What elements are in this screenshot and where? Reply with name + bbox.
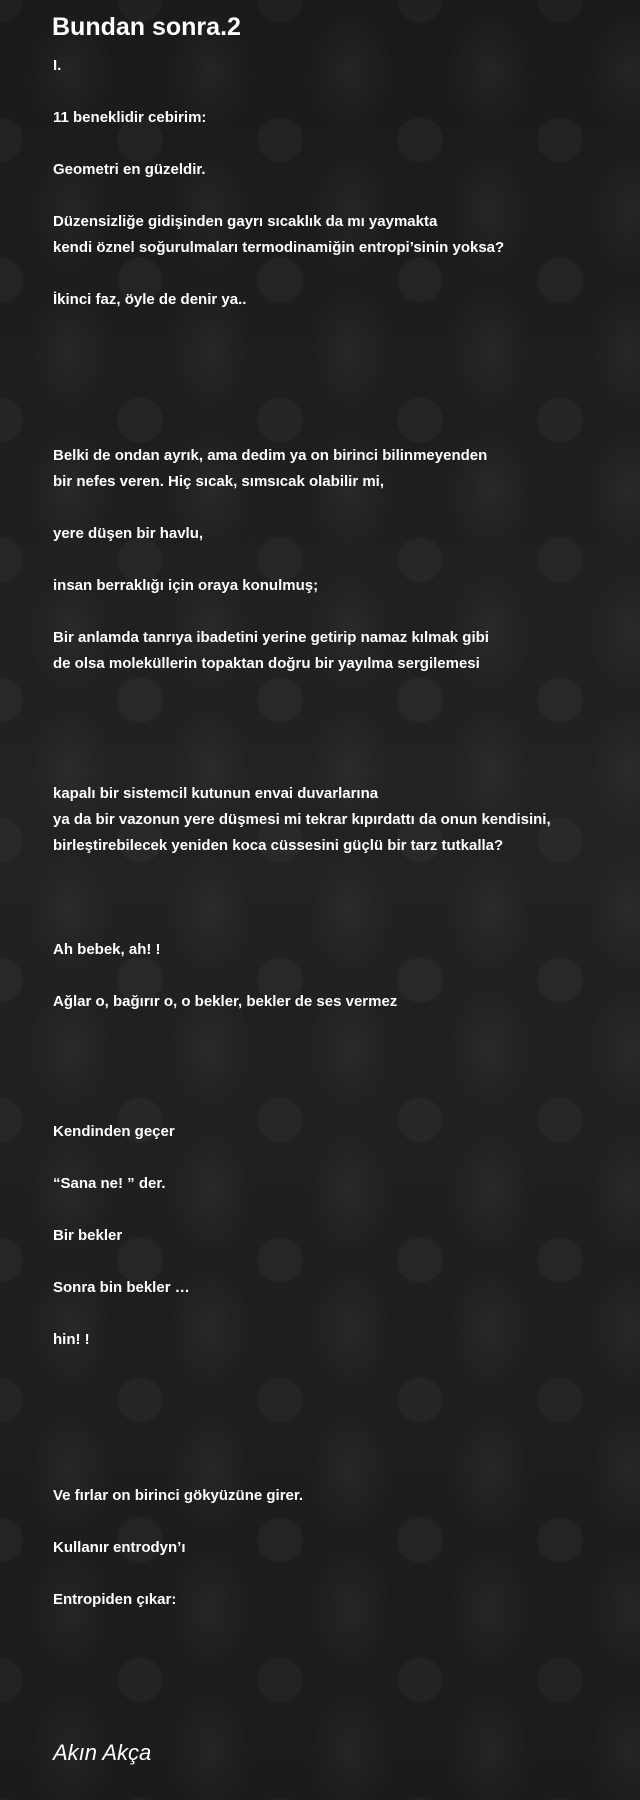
poem-blank-line: [53, 1353, 633, 1379]
poem-line: birleştirebilecek yeniden koca cüssesini güçlü bir tarz tutkalla?: [53, 837, 504, 854]
poem-line: Sonra bin bekler …: [53, 1279, 190, 1296]
poem-blank-line: [53, 1145, 633, 1171]
poem-line: Bir anlamda tanrıya ibadetini yerine getirip namaz kılmak gibi: [53, 629, 489, 646]
poem-line: hin! !: [53, 1331, 90, 1348]
poem-blank-line: [53, 365, 633, 391]
poem-blank-line: [53, 417, 633, 443]
poem-title: Bundan sonra.2: [52, 13, 241, 41]
poem-line: Ah bebek, ah! !: [53, 941, 161, 958]
poem-line: “Sana ne! ” der.: [53, 1175, 166, 1192]
poem-line: 11 beneklidir cebirim:: [53, 109, 207, 126]
poem-blank-line: [53, 1197, 633, 1223]
poem-blank-line: [53, 131, 633, 157]
poem-blank-line: [53, 339, 633, 365]
poem-line: insan berraklığı için oraya konulmuş;: [53, 577, 319, 594]
poem-line: bir nefes veren. Hiç sıcak, sımsıcak olabilir mi,: [53, 473, 384, 490]
poem-blank-line: [53, 755, 633, 781]
poem-blank-line: [53, 261, 633, 287]
poem-blank-line: [53, 1509, 633, 1535]
poem-body: [53, 53, 633, 1613]
poem-line: yere düşen bir havlu,: [53, 525, 204, 542]
poem-line: de olsa moleküllerin topaktan doğru bir yayılma sergilemesi: [53, 655, 480, 672]
poem-blank-line: [53, 599, 633, 625]
poem-line: Bir bekler: [53, 1227, 123, 1244]
poem-line: Ağlar o, bağırır o, o bekler, bekler de ses vermez: [53, 993, 398, 1010]
poem-blank-line: [53, 729, 633, 755]
poem-line: İkinci faz, öyle de denir ya..: [53, 291, 247, 308]
poem-line: Geometri en güzeldir.: [53, 161, 206, 178]
poem-blank-line: [53, 313, 633, 339]
poem-blank-line: [53, 1067, 633, 1093]
poem-blank-line: [53, 79, 633, 105]
poem-line: kendi öznel soğurulmaları termodinamiğin entropi’sinin yoksa?: [53, 239, 505, 256]
poem-blank-line: [53, 391, 633, 417]
poem-line: kapalı bir sistemcil kutunun envai duvarlarına: [53, 785, 379, 802]
poem-blank-line: [53, 1457, 633, 1483]
poem-blank-line: [53, 495, 633, 521]
poem-line: Entropiden çıkar:: [53, 1591, 177, 1608]
poem-blank-line: [53, 1015, 633, 1041]
poem-blank-line: [53, 677, 633, 703]
poem-blank-line: [53, 703, 633, 729]
poem-blank-line: [53, 911, 633, 937]
poem-blank-line: [53, 1379, 633, 1405]
poem-blank-line: [53, 547, 633, 573]
poem-blank-line: [53, 1405, 633, 1431]
poem-blank-line: [53, 885, 633, 911]
poem-blank-line: [53, 1301, 633, 1327]
poem-author: Akın Akça: [53, 1740, 152, 1765]
poem-line: Kullanır entrodyn’ı: [53, 1539, 186, 1556]
poem-blank-line: [53, 1041, 633, 1067]
poem-blank-line: [53, 183, 633, 209]
poem-blank-line: [53, 1093, 633, 1119]
poem-line: Ve fırlar on birinci gökyüzüne girer.: [53, 1487, 304, 1504]
poem-blank-line: [53, 859, 633, 885]
poem-line: Düzensizliğe gidişinden gayrı sıcaklık da mı yaymakta: [53, 213, 438, 230]
poem-blank-line: [53, 1561, 633, 1587]
poem-blank-line: [53, 1431, 633, 1457]
poem-blank-line: [53, 1249, 633, 1275]
poem-blank-line: [53, 963, 633, 989]
poem-line: Kendinden geçer: [53, 1123, 175, 1140]
poem-line: Belki de ondan ayrık, ama dedim ya on birinci bilinmeyenden: [53, 447, 488, 464]
poem-line: I.: [53, 57, 62, 74]
poem-line: ya da bir vazonun yere düşmesi mi tekrar kıpırdattı da onun kendisini,: [53, 811, 551, 828]
